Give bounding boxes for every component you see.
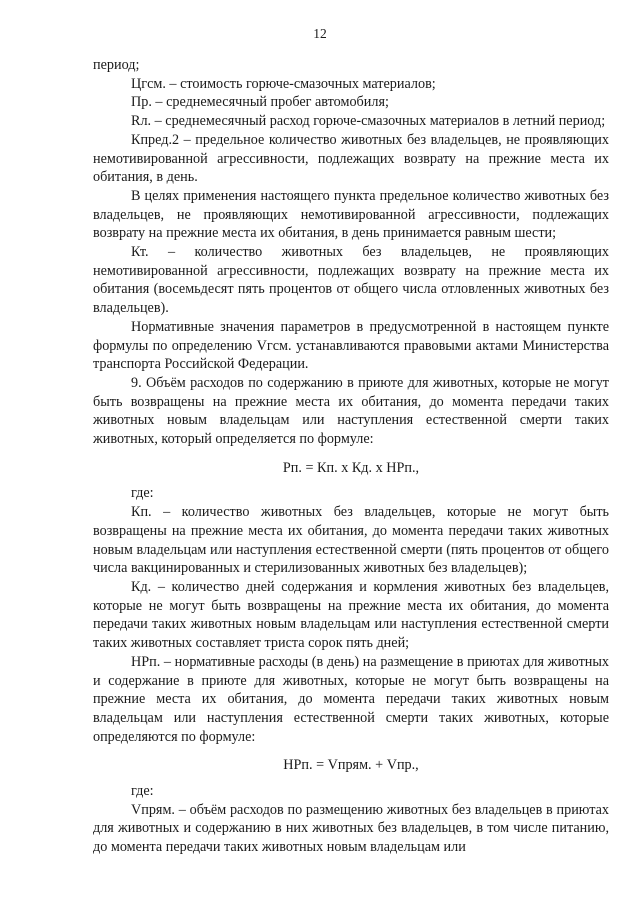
paragraph-vpryam: Vпрям. – объём расходов по размещению животных без владельцев в приютах для животных и содержанию в них животных без владельцев, в том числе питанию, до момента передачи таких животных новым владельцам или	[93, 801, 609, 856]
where-label: где:	[131, 783, 154, 800]
paragraph-item-9: 9. Объём расходов по содержанию в приюте для животных, которые не могут быть возвращены на прежние места их обитания, до момента передачи таких животных новым владельцам или наступления естественной смерти таких животных, который определяется по формуле:	[93, 374, 609, 448]
paragraph-fuel-consumption: Rл. – среднемесячный расход горюче-смазочных материалов в летний период;	[131, 113, 606, 130]
paragraph-kpred-value: В целях применения настоящего пункта предельное количество животных без владельцев, не проявляющих немотивированной агрессивности, подлежащих возврату на прежние места их обитания, в день принимается равным шести;	[93, 187, 609, 242]
paragraph-fuel-cost: Цгсм. – стоимость горюче-смазочных материалов;	[131, 75, 436, 92]
formula-rp: Рп. = Кп. х Кд. х НРп.,	[282, 459, 420, 476]
where-label: где:	[131, 485, 154, 502]
paragraph-kd: Кд. – количество дней содержания и кормления животных без владельцев, которые не могут быть возвращены на прежние места их обитания, до момента передачи таких животных новым владельцам или наступления естественной смерти таких животных составляет триста сорок пять дней;	[93, 578, 609, 652]
paragraph-period: период;	[93, 57, 140, 73]
paragraph-kt: Кт. – количество животных без владельцев, не проявляющих немотивированной агрессивности, подлежащих возврату на прежние места их обитания (восемьдесят пять процентов от общего числа отловленных животных без владельцев).	[93, 244, 609, 317]
document-body	[93, 56, 609, 857]
paragraph-mileage: Пр. – среднемесячный пробег автомобиля;	[131, 94, 389, 111]
paragraph-nrp: НРп. – нормативные расходы (в день) на размещение в приютах для животных и содержание в приюте для животных, которые не могут быть возвращены на прежние места их обитания, до момента передачи таких животных новым владельцам или наступления естественной смерти таких животных, которые определяются по формуле:	[93, 653, 609, 745]
page-number: 12	[313, 26, 327, 41]
formula-nrp: НРп. = Vпрям. + Vпр.,	[283, 757, 419, 774]
paragraph-kpred: Кпред.2 – предельное количество животных без владельцев, не проявляющих немотивированной агрессивности, подлежащих возврату на прежние места их обитания, в день.	[93, 131, 609, 186]
paragraph-kp: Кп. – количество животных без владельцев, которые не могут быть возвращены на прежние места их обитания, до момента передачи таких животных новым владельцам или наступления естественной смерти (пять процентов от общего числа вакцинированных и стерилизованных животных без владельцев);	[93, 504, 609, 577]
paragraph-normative-values: Нормативные значения параметров в предусмотренной в настоящем пункте формулы по определению Vгсм. устанавливаются правовыми актами Министерства транспорта Российской Федерации.	[93, 318, 609, 373]
